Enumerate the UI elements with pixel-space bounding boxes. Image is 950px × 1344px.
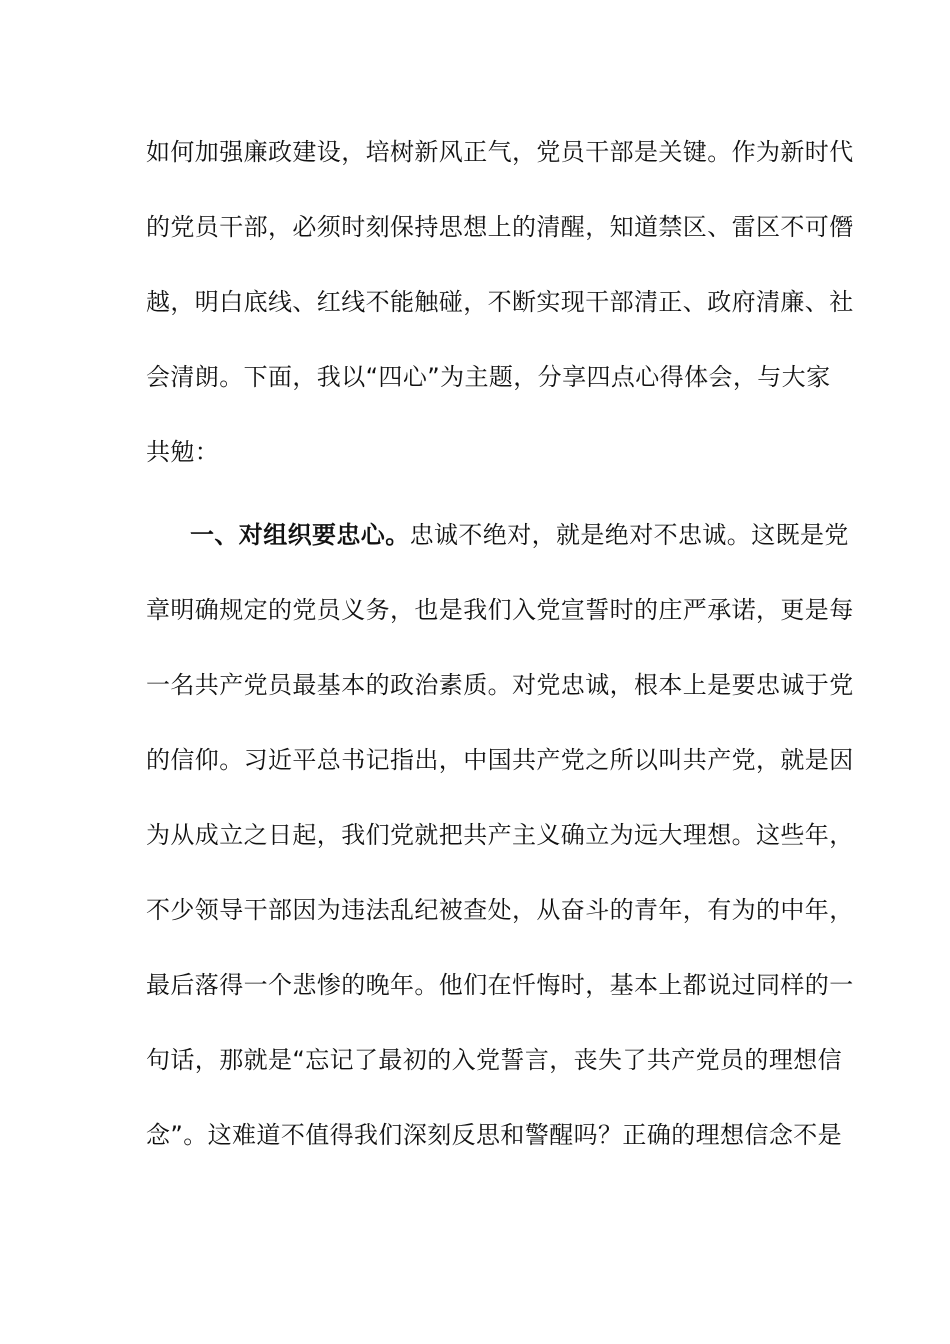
section-heading: 一、对组织要忠心。 — [190, 521, 410, 549]
paragraph-line: 的信仰。习近平总书记指出，中国共产党之所以叫共产党，就是因 — [146, 746, 854, 774]
paragraph-line: 的党员干部，必须时刻保持思想上的清醒，知道禁区、雷区不可僭 — [146, 213, 854, 241]
paragraph-line: 不少领导干部因为违法乱纪被查处，从奋斗的青年，有为的中年， — [146, 896, 854, 924]
paragraph-line: 念”。这难道不值得我们深刻反思和警醒吗？正确的理想信念不是 — [146, 1121, 843, 1149]
section-first-line — [190, 515, 849, 555]
paragraph-line: 最后落得一个悲惨的晚年。他们在忏悔时，基本上都说过同样的一 — [146, 971, 854, 999]
paragraph-line: 一名共产党员最基本的政治素质。对党忠诚，根本上是要忠诚于党 — [146, 671, 854, 699]
paragraph-line: 共勉： — [146, 438, 220, 466]
paragraph-line: 为从成立之日起，我们党就把共产主义确立为远大理想。这些年， — [146, 821, 854, 849]
paragraph-line: 章明确规定的党员义务，也是我们入党宣誓时的庄严承诺，更是每 — [146, 596, 854, 624]
paragraph-line: 句话，那就是“忘记了最初的入党誓言，丧失了共产党员的理想信 — [146, 1046, 843, 1074]
paragraph-line: 越，明白底线、红线不能触碰，不断实现干部清正、政府清廉、社 — [146, 288, 854, 316]
section-first-line-text: 忠诚不绝对，就是绝对不忠诚。这既是党 — [409, 521, 849, 549]
paragraph-line: 会清朗。下面，我以“四心”为主题，分享四点心得体会，与大家 — [146, 363, 831, 391]
paragraph-line: 如何加强廉政建设，培树新风正气，党员干部是关键。作为新时代 — [146, 138, 854, 166]
